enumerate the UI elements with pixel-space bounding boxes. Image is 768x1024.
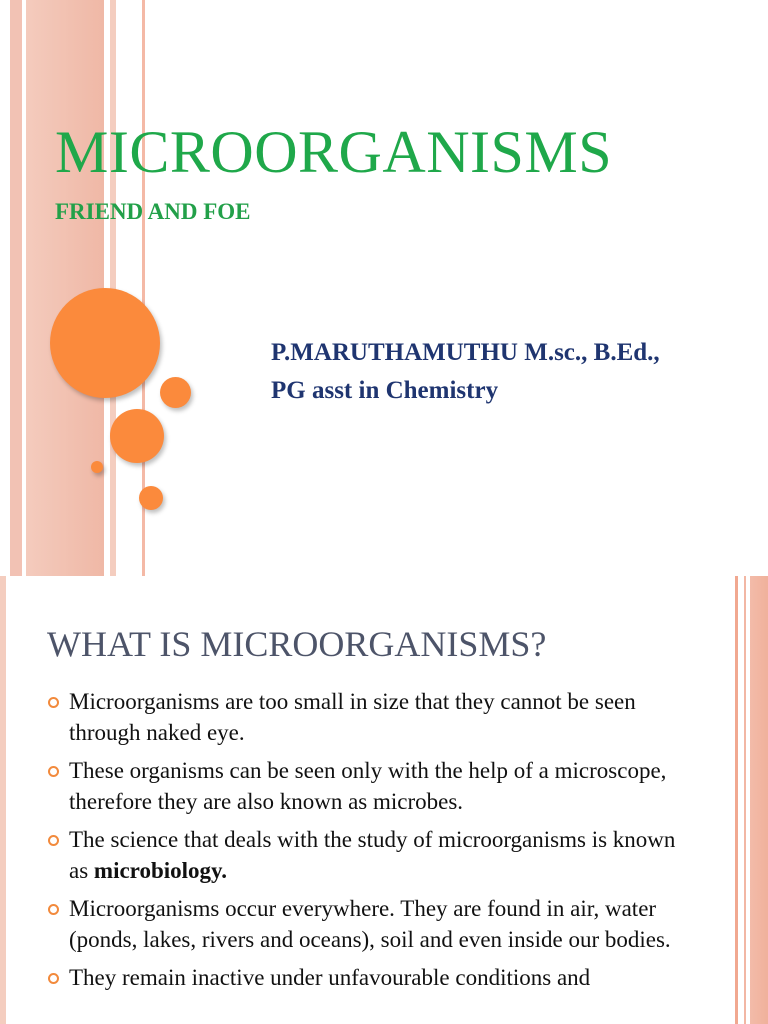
bullet-text: Microorganisms occur everywhere. They are found in air, water (ponds, lakes, rivers and oceans), soil and even inside our bodies. <box>69 896 671 952</box>
bullet-item <box>46 962 696 993</box>
decorative-stripe <box>735 576 738 1024</box>
slide-title: WHAT IS MICROORGANISMS? <box>47 624 547 664</box>
author-role: PG asst in Chemistry <box>271 377 499 404</box>
hollow-circle-icon <box>48 766 59 777</box>
decorative-circle <box>139 486 163 510</box>
decorative-stripe <box>750 576 768 1024</box>
content-slide <box>0 576 768 1024</box>
bullet-item <box>46 755 696 817</box>
bullet-text: Microorganisms are too small in size that they cannot be seen through naked eye. <box>69 689 636 745</box>
decorative-circle <box>50 288 160 398</box>
decorative-stripe <box>10 0 22 576</box>
hollow-circle-icon <box>48 835 59 846</box>
decorative-stripe <box>744 576 746 1024</box>
hollow-circle-icon <box>48 973 59 984</box>
decorative-stripe <box>26 0 104 576</box>
bullet-bold-term: microbiology. <box>93 858 228 883</box>
bullet-text: The science that deals with the study of microorganisms is known as <box>69 827 676 883</box>
bullet-list <box>46 686 696 1000</box>
decorative-circle <box>110 409 164 463</box>
decorative-stripe <box>0 576 6 1024</box>
decorative-circle <box>160 377 191 408</box>
bullet-item <box>46 686 696 748</box>
author-block <box>271 334 660 410</box>
bullet-item <box>46 893 696 955</box>
hollow-circle-icon <box>48 904 59 915</box>
decorative-circle <box>91 461 103 473</box>
hollow-circle-icon <box>48 697 59 708</box>
bullet-item <box>46 824 696 886</box>
bullet-text: They remain inactive under unfavourable conditions and <box>69 965 591 990</box>
author-name: P.MARUTHAMUTHU M.sc., B.Ed., <box>271 339 660 366</box>
slide-subtitle: FRIEND AND FOE <box>55 199 251 224</box>
slide-title: MICROORGANISMS <box>55 119 613 185</box>
bullet-text: These organisms can be seen only with the help of a microscope, therefore they are also known as microbes. <box>69 758 667 814</box>
